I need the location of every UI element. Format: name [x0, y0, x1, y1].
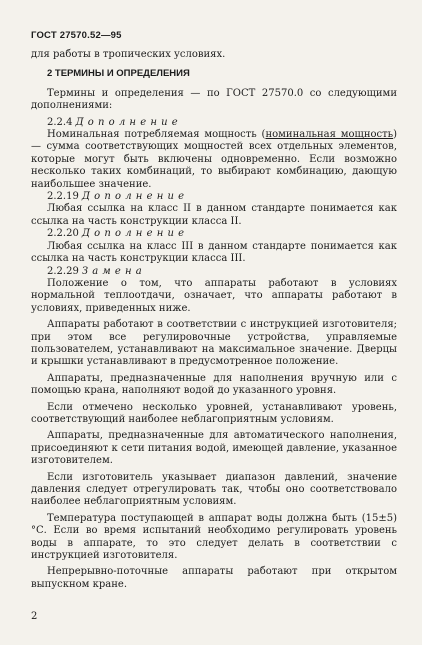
clause-2-2-29-text: Положение о том, что аппараты работают в условиях нормальной теплоотдачи, означает, что аппараты работают в условиях, приведенных ниже.: [31, 277, 397, 314]
clause-number: 2.2.29: [47, 265, 79, 277]
terms-paragraph: Термины и определения — по ГОСТ 27570.0 со следующими дополнениями:: [31, 87, 397, 112]
paragraph-installation: Аппараты работают в соответствии с инструкцией изготовителя; при этом все регулировочные устройства, управляемые пользователем, устанавливают на максимальное значение. Дверцы и крышки устанавливают в предусмотренное положение.: [31, 319, 397, 368]
underlined-term: номинальная мощность: [265, 129, 394, 141]
paragraph-manual-fill: Аппараты, предназначенные для наполнения вручную или с помощью крана, наполняют водой до указанного уровня.: [31, 372, 397, 397]
clause-kind: Дополнение: [81, 191, 189, 203]
paragraph-temperature: Температура поступающей в аппарат воды должна быть (15±5) °С. Если во время испытаний необходимо регулировать уровень воды в аппарате, то это следует делать в соответствии с инструкцией изготовителя.: [31, 512, 397, 562]
clause-2-2-29-heading: [31, 266, 397, 278]
clause-2-2-20-text: Любая ссылка на класс III в данном стандарте понимается как ссылка на часть конструкции класса III.: [31, 240, 397, 265]
intro-line: для работы в тропических условиях.: [31, 49, 226, 60]
clause-2-2-19-text: Любая ссылка на класс II в данном стандарте понимается как ссылка на часть конструкции класса II.: [31, 203, 397, 227]
paragraph-levels: Если отмечено несколько уровней, устанавливают уровень, соответствующий наиболее неблагоприятным условиям.: [31, 401, 397, 425]
paragraph-flow: Непрерывно-поточные аппараты работают при открытом выпускном кране.: [31, 566, 397, 590]
clause-number: 2.2.4: [47, 116, 73, 128]
clause-number: 2.2.20: [47, 228, 79, 240]
section-title: 2 ТЕРМИНЫ И ОПРЕДЕЛЕНИЯ: [47, 68, 190, 80]
clause-2-2-4-text: Номинальная потребляемая мощность (номинальная мощность) — сумма соответствующих мощностей всех отдельных элементов, которые могут быть включены одновременно. Если возможно несколько таких комбинаций, то выбирают комбинацию, дающую наибольшее значение.: [31, 129, 398, 190]
clause-kind: Дополнение: [75, 116, 182, 128]
paragraph-auto-fill: Аппараты, предназначенные для автоматического наполнения, присоединяют к сети питания водой, имеющей давление, указанное изготовителем.: [31, 430, 397, 467]
clause-kind: Дополнение: [81, 228, 189, 240]
clause-kind: Замена: [81, 265, 146, 277]
clause-number: 2.2.19: [47, 191, 79, 203]
document-header: ГОСТ 27570.52—95: [31, 30, 122, 41]
paragraph-pressure: Если изготовитель указывает диапазон давлений, значение давления следует отрегулировать так, чтобы оно соответствовало наиболее неблагоприятным условиям.: [31, 471, 397, 508]
document-body: [31, 49, 397, 591]
clause-2-2-4-heading: [31, 117, 397, 129]
clause-2-2-19-heading: [31, 191, 397, 203]
page-number: 2: [31, 611, 38, 622]
clause-2-2-20-heading: [31, 228, 397, 240]
